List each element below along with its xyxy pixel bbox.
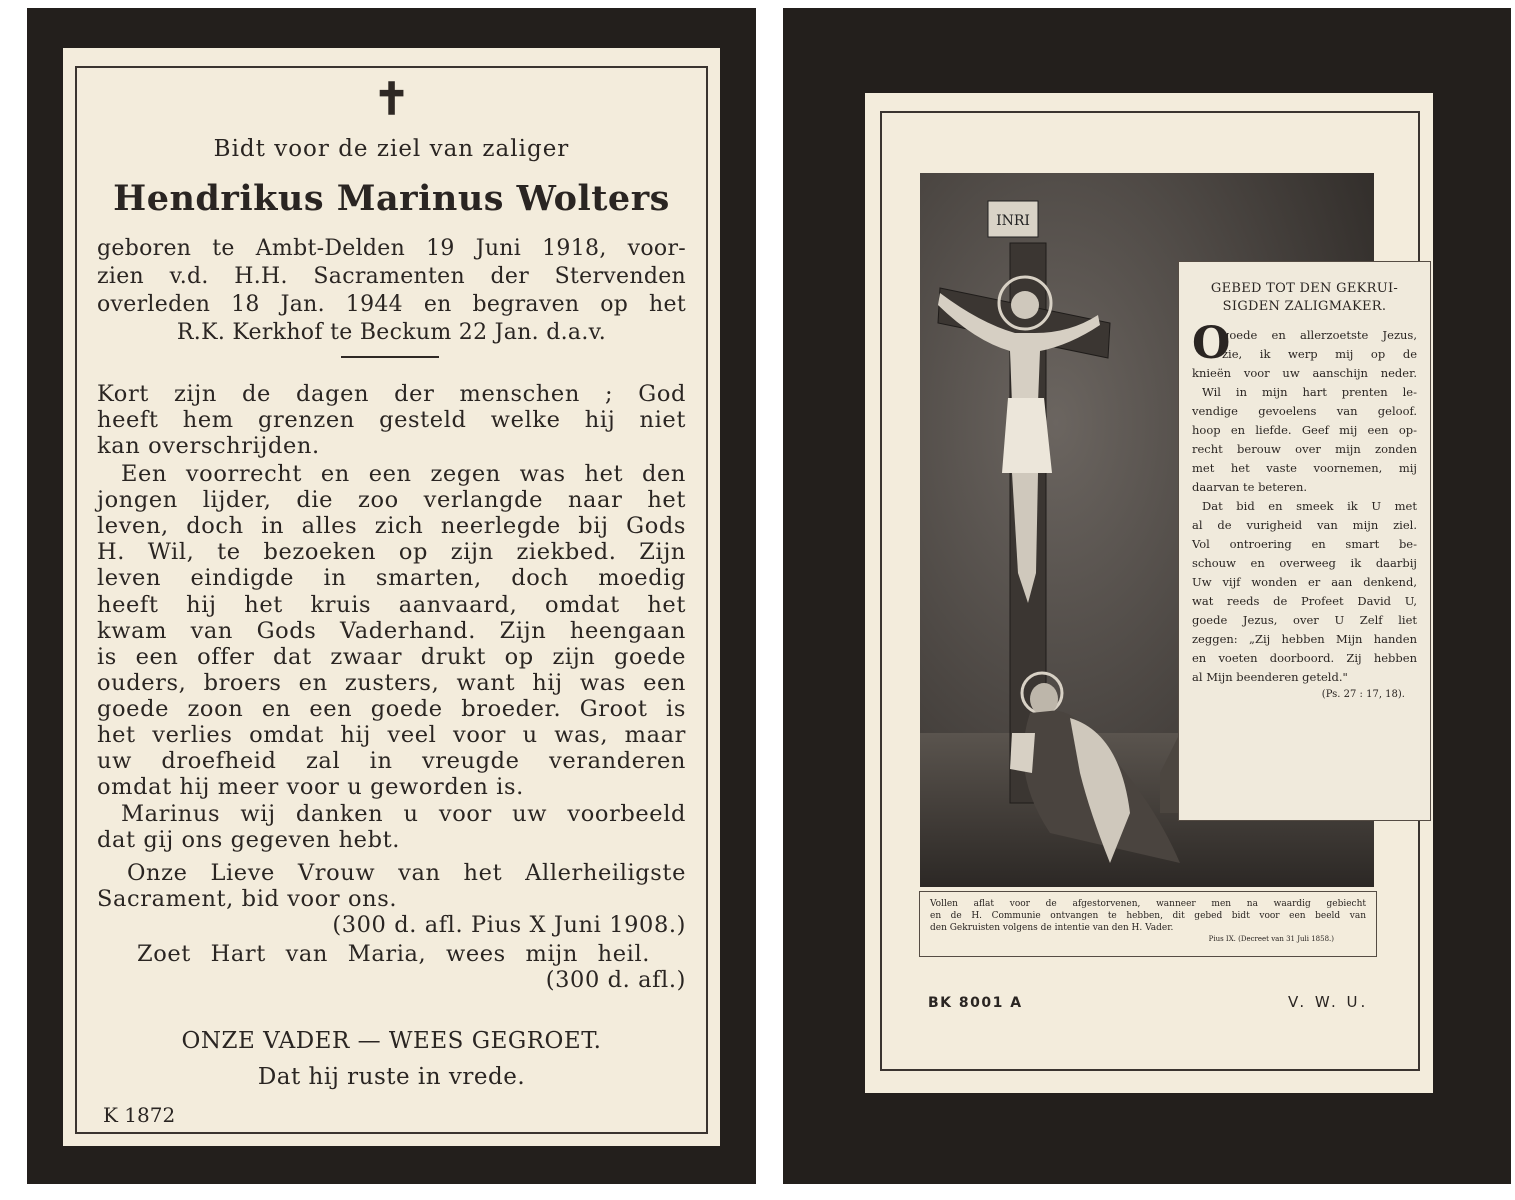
- bio-line: R.K. Kerkhof te Beckum 22 Jan. d.a.v.: [176, 320, 607, 345]
- body-line: Kort zijn de dagen der menschen ; God: [97, 381, 686, 407]
- scroll-title-line: GEBED TOT DEN GEKRUI-: [1210, 281, 1399, 296]
- body-line: Marinus wij danken u voor uw voorbeeld: [121, 801, 686, 827]
- prayer-line: schouw en overweeg ik daarbij: [1192, 556, 1417, 570]
- body-line: dat gij ons gegeven hebt.: [97, 827, 400, 853]
- bio-line: zien v.d. H.H. Sacramenten der Stervenden: [97, 264, 686, 289]
- prayer-scroll: [1178, 261, 1431, 821]
- body-line: Zoet Hart van Maria, wees mijn heil.: [137, 941, 650, 967]
- body-line: kan overschrijden.: [97, 433, 320, 459]
- right-memorial-card: [783, 8, 1511, 1184]
- deceased-name: Hendrikus Marinus Wolters: [113, 178, 670, 219]
- body-line: goede zoon en een goede broeder. Groot is: [97, 696, 686, 722]
- scripture-reference: (Ps. 27 : 17, 18).: [1321, 689, 1405, 700]
- prayer-line: wat reeds de Profeet David U,: [1192, 594, 1417, 608]
- body-line: (300 d. afl.): [545, 967, 686, 993]
- inri-label: INRI: [996, 213, 1030, 229]
- body-line: Onze Lieve Vrouw van het Allerheiligste: [127, 860, 686, 886]
- body-line: kwam van Gods Vaderhand. Zijn heengaan: [97, 618, 686, 644]
- print-reference: K 1872: [103, 1103, 176, 1127]
- prayer-line: Vol ontroering en smart be-: [1192, 537, 1417, 551]
- prayer-line: goede en allerzoetste Jezus,: [1222, 328, 1417, 342]
- body-line: is een offer dat zwaar drukt op zijn goede: [97, 644, 686, 670]
- prayer-line: hoop en liefde. Geef mij een op-: [1192, 423, 1417, 437]
- body-line: leven, doch in alles zich neerlegde bij Gods: [97, 513, 686, 539]
- prayer-line: zie, ik werp mij op de: [1222, 347, 1417, 361]
- decree-reference: Pius IX. (Decreet van 31 Juli 1858.): [1208, 935, 1334, 943]
- body-line: leven eindigde in smarten, doch moedig: [97, 565, 686, 591]
- prayer-line: Wil in mijn hart prenten le-: [1202, 385, 1417, 399]
- crucifixion-illustration: [920, 173, 1417, 887]
- prayer-line: al de vurigheid van mijn ziel.: [1192, 518, 1417, 532]
- publisher-mark: V. W. U.: [1288, 993, 1369, 1011]
- prayer-title: ONZE VADER — WEES GEGROET.: [181, 1028, 602, 1054]
- right-card-paper: [865, 93, 1433, 1093]
- bio-line: geboren te Ambt-Delden 19 Juni 1918, voor-: [97, 236, 686, 261]
- body-line: ouders, broers en zusters, want hij was een: [97, 670, 686, 696]
- drop-cap: O: [1192, 318, 1231, 369]
- prayer-intro: Bidt voor de ziel van zaliger: [213, 136, 570, 162]
- divider: [341, 356, 439, 358]
- prayer-line: vendige gevoelens van geloof.: [1192, 404, 1417, 418]
- prayer-line: knieën voor uw aanschijn neder.: [1192, 366, 1417, 380]
- prayer-line: Dat bid en smeek ik U met: [1202, 499, 1417, 513]
- prayer-line: daarvan te beteren.: [1192, 480, 1308, 494]
- body-line: het verlies omdat hij veel voor u was, maar: [97, 722, 686, 748]
- indulgence-line: Vollen aflat voor de afgestorvenen, wanneer men na waardig gebiecht: [930, 899, 1366, 909]
- indulgence-line: den Gekruisten volgens de intentie van den H. Vader.: [930, 923, 1174, 933]
- body-line: uw droefheid zal in vreugde veranderen: [97, 748, 686, 774]
- prayer-line: recht berouw over mijn zonden: [1192, 442, 1417, 456]
- rest-in-peace-line: Dat hij ruste in vrede.: [257, 1064, 526, 1090]
- body-line: H. Wil, te bezoeken op zijn ziekbed. Zijn: [97, 539, 686, 565]
- prayer-line: al Mijn beenderen geteld.": [1192, 670, 1348, 684]
- prayer-scroll-title: [1192, 280, 1417, 316]
- body-line: jongen lijder, die zoo verlangde naar het: [97, 487, 686, 513]
- left-card-paper: [63, 48, 720, 1146]
- prayer-line: met het vaste voornemen, mij: [1192, 461, 1417, 475]
- body-line: heeft hij het kruis aanvaard, omdat het: [97, 592, 686, 618]
- prayer-line: zeggen: „Zij hebben Mijn handen: [1192, 632, 1417, 646]
- bio-line: overleden 18 Jan. 1944 en begraven op het: [97, 292, 686, 317]
- body-line: Sacrament, bid voor ons.: [97, 886, 398, 912]
- cross-icon: ✝: [373, 74, 410, 125]
- body-line: (300 d. afl. Pius X Juni 1908.): [332, 912, 686, 938]
- body-line: heeft hem grenzen gesteld welke hij niet: [97, 407, 686, 433]
- indulgence-note: [919, 891, 1377, 957]
- prayer-line: goede Jezus, over U Zelf liet: [1192, 613, 1417, 627]
- prayer-line: en voeten doorboord. Zij hebben: [1192, 651, 1417, 665]
- catalog-code: BK 8001 A: [928, 995, 1023, 1011]
- body-line: omdat hij meer voor u geworden is.: [97, 774, 524, 800]
- left-memorial-card: [27, 8, 756, 1184]
- indulgence-line: en de H. Communie ontvangen te hebben, dit gebed bidt voor een beeld van: [930, 911, 1366, 921]
- prayer-line: Uw vijf wonden er aan denkend,: [1192, 575, 1417, 589]
- scroll-title-line: SIGDEN ZALIGMAKER.: [1222, 299, 1387, 314]
- body-line: Een voorrecht en een zegen was het den: [121, 461, 686, 487]
